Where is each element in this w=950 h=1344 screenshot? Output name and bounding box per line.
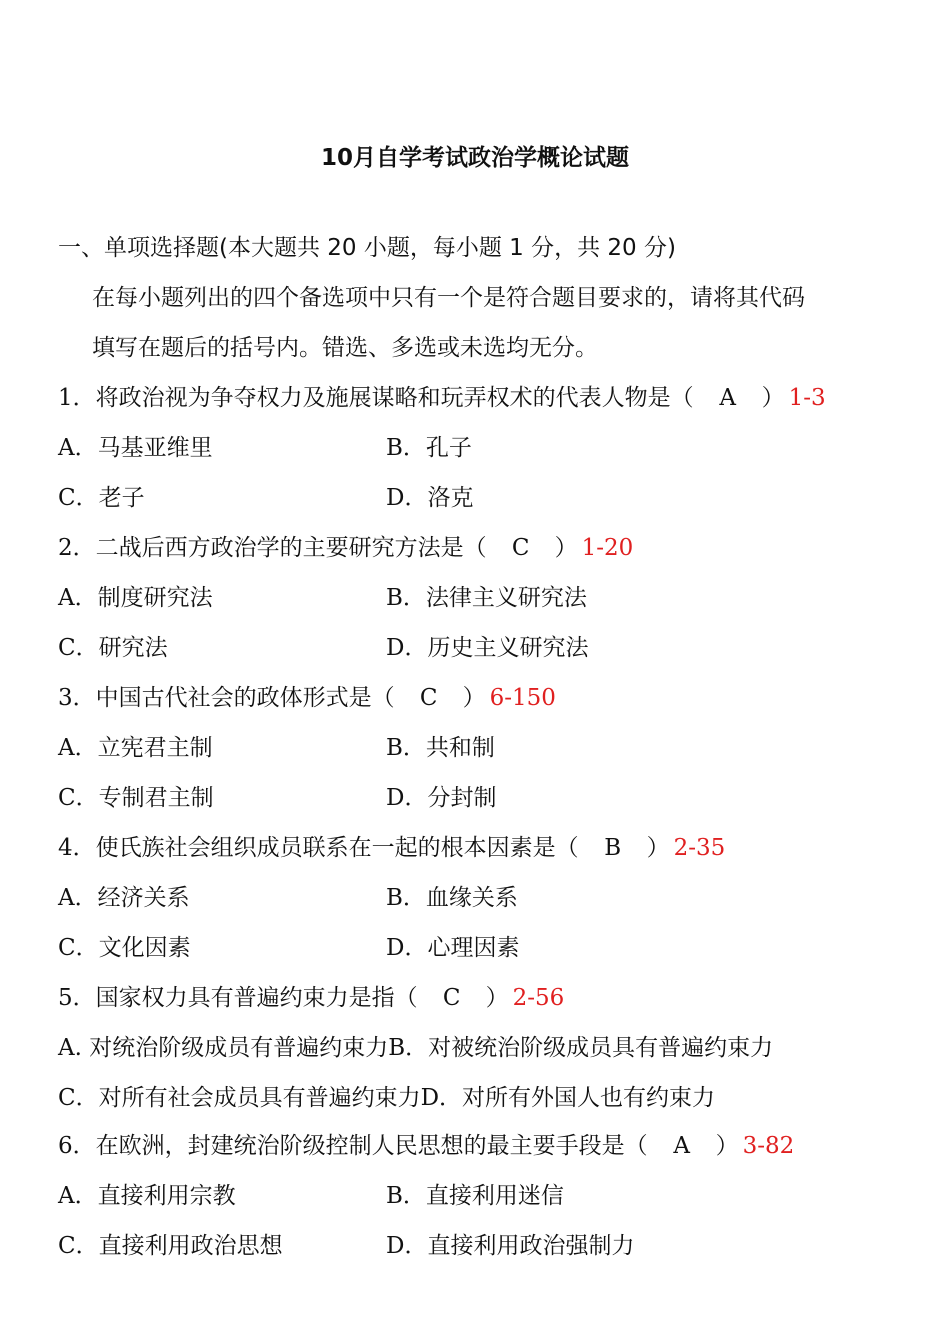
answer-letter: A <box>719 385 736 411</box>
question-5-stem <box>58 980 564 1016</box>
question-3-option-a: A．立宪君主制 <box>58 735 213 761</box>
answer-letter: C <box>442 985 461 1011</box>
question-stem-text: 5．国家权力具有普遍约束力是指（ <box>58 985 418 1011</box>
answer-letter: C <box>511 535 530 561</box>
question-5-option-a: A. 对统治阶级成员有普遍约束力 <box>58 1035 389 1061</box>
answer-letter: A <box>673 1133 690 1159</box>
closing-paren: ） <box>485 985 509 1011</box>
question-4-option-d: D．心理因素 <box>386 935 520 961</box>
closing-paren: ） <box>715 1133 739 1159</box>
reference-page: 1-3 <box>788 385 826 411</box>
question-stem-text: 1．将政治视为争夺权力及施展谋略和玩弄权术的代表人物是（ <box>58 385 694 411</box>
question-stem-text: 2．二战后西方政治学的主要研究方法是（ <box>58 535 487 561</box>
reference-page: 1-20 <box>581 535 634 561</box>
section-heading: 一、单项选择题(本大题共 20 小题，每小题 1 分，共 20 分) <box>58 235 676 261</box>
question-4-option-c: C．文化因素 <box>58 935 191 961</box>
question-3-option-d: D．分封制 <box>386 785 497 811</box>
question-2-option-b: B．法律主义研究法 <box>386 585 587 611</box>
closing-paren: ） <box>646 835 670 861</box>
reference-page: 6-150 <box>489 685 556 711</box>
answer-letter: C <box>419 685 438 711</box>
section-instruction-line-1: 在每小题列出的四个备选项中只有一个是符合题目要求的，请将其代码 <box>92 285 805 311</box>
question-3-stem <box>58 680 556 716</box>
question-6-option-b: B．直接利用迷信 <box>386 1183 564 1209</box>
question-5-options-row-2 <box>58 1080 715 1116</box>
answer-letter: B <box>604 835 622 861</box>
question-3-option-c: C．专制君主制 <box>58 785 214 811</box>
question-stem-text: 3．中国古代社会的政体形式是（ <box>58 685 395 711</box>
question-2-option-c: C．研究法 <box>58 635 168 661</box>
closing-paren: ） <box>462 685 486 711</box>
reference-page: 2-35 <box>673 835 726 861</box>
question-1-option-b: B．孔子 <box>386 435 472 461</box>
question-4-stem <box>58 830 725 866</box>
question-6-stem <box>58 1128 794 1164</box>
question-5-option-b: B．对被统治阶级成员具有普遍约束力 <box>388 1035 774 1061</box>
question-2-option-a: A．制度研究法 <box>58 585 213 611</box>
question-5-options-row-1 <box>58 1030 773 1066</box>
question-2-option-d: D．历史主义研究法 <box>386 635 589 661</box>
closing-paren: ） <box>761 385 785 411</box>
question-6-option-c: C．直接利用政治思想 <box>58 1233 283 1259</box>
question-6-option-d: D．直接利用政治强制力 <box>386 1233 635 1259</box>
question-5-option-c: C．对所有社会成员具有普遍约束力 <box>58 1085 421 1111</box>
question-4-option-a: A．经济关系 <box>58 885 190 911</box>
reference-page: 2-56 <box>512 985 565 1011</box>
question-2-stem <box>58 530 633 566</box>
page-title: 10月自学考试政治学概论试题 <box>320 145 629 171</box>
question-stem-text: 6．在欧洲，封建统治阶级控制人民思想的最主要手段是（ <box>58 1133 648 1159</box>
section-instruction-line-2: 填写在题后的括号内。错选、多选或未选均无分。 <box>92 335 598 361</box>
reference-page: 3-82 <box>742 1133 795 1159</box>
question-4-option-b: B．血缘关系 <box>386 885 518 911</box>
question-6-option-a: A．直接利用宗教 <box>58 1183 236 1209</box>
question-1-option-a: A．马基亚维里 <box>58 435 213 461</box>
closing-paren: ） <box>554 535 578 561</box>
question-1-stem <box>58 380 826 416</box>
question-5-option-d: D．对所有外国人也有约束力 <box>420 1085 716 1111</box>
question-stem-text: 4．使氏族社会组织成员联系在一起的根本因素是（ <box>58 835 579 861</box>
question-3-option-b: B．共和制 <box>386 735 495 761</box>
question-1-option-d: D．洛克 <box>386 485 474 511</box>
question-1-option-c: C．老子 <box>58 485 145 511</box>
